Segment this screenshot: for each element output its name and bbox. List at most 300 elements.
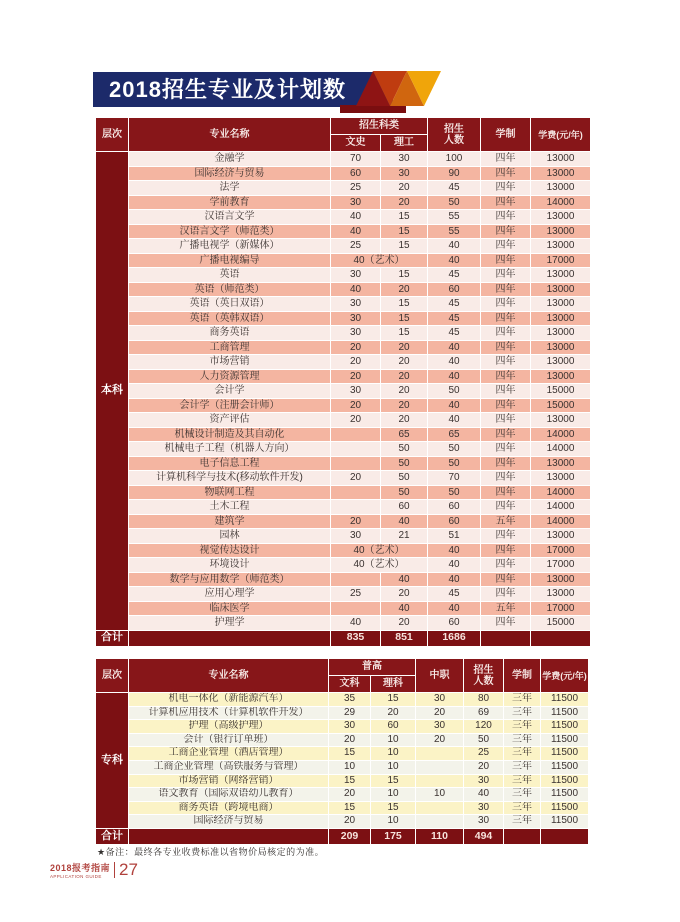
cell-major: 资产评估: [129, 413, 331, 428]
cell-total: 51: [428, 529, 481, 544]
header-level: 层次: [96, 118, 129, 152]
cell-years: 四年: [481, 369, 531, 384]
cell-years: 四年: [481, 616, 531, 631]
total-enroll: 1686: [428, 630, 481, 646]
table-row: [96, 733, 589, 747]
cell-fee: 11500: [541, 693, 589, 707]
cell-wenshi: 25: [331, 587, 381, 602]
table-row: [96, 456, 591, 471]
cell-fee: 11500: [541, 733, 589, 747]
cell-years: 四年: [481, 442, 531, 457]
cell-fee: 13000: [531, 456, 591, 471]
cell-total: 45: [428, 311, 481, 326]
cell-fee: 13000: [531, 572, 591, 587]
cell-years: 三年: [504, 720, 541, 734]
cell-wenshi: 20: [331, 514, 381, 529]
college-table-header: [96, 659, 589, 693]
header-duration: 学制: [481, 118, 531, 152]
cell-like: 10: [371, 788, 416, 802]
table-row: [96, 706, 589, 720]
banner-shadow: [340, 105, 406, 113]
cell-major: 计算机科学与技术(移动软件开发): [129, 471, 331, 486]
table-row: [96, 529, 591, 544]
title-banner: [93, 72, 393, 107]
college-table: [95, 658, 589, 845]
cell-fee: 13000: [531, 297, 591, 312]
cell-total: 50: [464, 733, 504, 747]
cell-total: 120: [464, 720, 504, 734]
cell-major: 英语（师范类）: [129, 282, 331, 297]
cell-major: 园林: [129, 529, 331, 544]
cell-fee: 13000: [531, 268, 591, 283]
header-category-group: 招生科类: [331, 118, 428, 135]
cell-total: 40: [428, 355, 481, 370]
cell-years: 三年: [504, 747, 541, 761]
cell-major: 英语（英日双语）: [129, 297, 331, 312]
footer-divider: [114, 862, 115, 878]
undergraduate-table-body: [96, 152, 591, 631]
cell-zhongzhi: 30: [416, 693, 464, 707]
cell-years: 四年: [481, 543, 531, 558]
cell-major: 机电一体化（新能源汽车）: [129, 693, 329, 707]
cell-total: 40: [428, 558, 481, 573]
cell-zhongzhi: 20: [416, 733, 464, 747]
cell-wenshi: 30: [331, 297, 381, 312]
cell-years: 三年: [504, 774, 541, 788]
guide-title-en: APPLICATION GUIDE: [50, 874, 102, 879]
cell-total: 50: [428, 195, 481, 210]
cell-wenke: 10: [329, 760, 371, 774]
cell-total: 60: [428, 616, 481, 631]
cell-major: 应用心理学: [129, 587, 331, 602]
cell-major: 视觉传达设计: [129, 543, 331, 558]
cell-total: 40: [464, 788, 504, 802]
cell-total: 40: [428, 369, 481, 384]
header-major: 专业名称: [129, 118, 331, 152]
cell-fee: 13000: [531, 369, 591, 384]
cell-major: 法学: [129, 181, 331, 196]
cell-fee: 13000: [531, 181, 591, 196]
cell-ligong: 20: [381, 413, 428, 428]
cell-major: 数学与应用数学（师范类）: [129, 572, 331, 587]
cell-wenshi: 30: [331, 326, 381, 341]
undergraduate-total-row: [96, 630, 591, 646]
cell-zhongzhi: [416, 815, 464, 829]
cell-years: 四年: [481, 587, 531, 602]
cell-total: 25: [464, 747, 504, 761]
table-row: [96, 514, 591, 529]
header-arts-track: 文科: [329, 676, 371, 693]
cell-wenshi: 40: [331, 210, 381, 225]
cell-wenshi: [331, 485, 381, 500]
cell-total: 45: [428, 268, 481, 283]
cell-years: 五年: [481, 514, 531, 529]
cell-total: 69: [464, 706, 504, 720]
cell-total: 30: [464, 801, 504, 815]
cell-total: 40: [428, 253, 481, 268]
cell-ligong: 20: [381, 282, 428, 297]
cell-major: 临床医学: [129, 601, 331, 616]
header-enroll-count: 招生人数: [428, 118, 481, 152]
cell-major: 护理学: [129, 616, 331, 631]
table-row: [96, 413, 591, 428]
header-enroll-count: 招生人数: [464, 659, 504, 693]
total-science: 851: [381, 630, 428, 646]
cell-ligong: 20: [381, 195, 428, 210]
cell-like: 10: [371, 760, 416, 774]
cell-fee: 13000: [531, 166, 591, 181]
cell-fee: 11500: [541, 720, 589, 734]
guide-title-cn: 2018报考指南: [50, 863, 111, 873]
cell-zhongzhi: [416, 760, 464, 774]
cell-zhongzhi: [416, 747, 464, 761]
cell-total: 60: [428, 514, 481, 529]
table-row: [96, 601, 591, 616]
cell-major: 机械电子工程（机器人方向）: [129, 442, 331, 457]
cell-wenshi: 30: [331, 195, 381, 210]
college-table-body: [96, 693, 589, 829]
cell-like: 15: [371, 801, 416, 815]
cell-years: 四年: [481, 253, 531, 268]
cell-wenshi: 30: [331, 529, 381, 544]
cell-years: 三年: [504, 706, 541, 720]
cell-major: 会计学: [129, 384, 331, 399]
cell-total: 50: [428, 442, 481, 457]
cell-years: 三年: [504, 815, 541, 829]
table-row: [96, 253, 591, 268]
cell-fee: 17000: [531, 253, 591, 268]
cell-wenshi: [331, 601, 381, 616]
cell-years: 四年: [481, 326, 531, 341]
cell-fee: 13000: [531, 471, 591, 486]
cell-ligong: 20: [381, 616, 428, 631]
cell-years: 四年: [481, 282, 531, 297]
cell-wenke: 35: [329, 693, 371, 707]
cell-ligong: 15: [381, 297, 428, 312]
cell-years: 四年: [481, 398, 531, 413]
cell-fee: 13000: [531, 282, 591, 297]
cell-fee: 13000: [531, 355, 591, 370]
table-row: [96, 543, 591, 558]
header-level: 层次: [96, 659, 129, 693]
cell-major: 英语: [129, 268, 331, 283]
cell-ligong: 20: [381, 181, 428, 196]
table-row: [96, 239, 591, 254]
cell-years: 四年: [481, 355, 531, 370]
cell-years: 三年: [504, 733, 541, 747]
triangle-decoration-gold: [407, 71, 441, 106]
cell-years: 四年: [481, 384, 531, 399]
table-row: [96, 268, 591, 283]
cell-ligong: 15: [381, 311, 428, 326]
cell-years: 四年: [481, 166, 531, 181]
cell-wenke: 29: [329, 706, 371, 720]
cell-years: 三年: [504, 760, 541, 774]
cell-fee: 13000: [531, 239, 591, 254]
cell-major: 学前教育: [129, 195, 331, 210]
cell-wenke: 15: [329, 774, 371, 788]
cell-fee: 17000: [531, 558, 591, 573]
cell-total: 30: [464, 774, 504, 788]
total-liberal-arts: 835: [331, 630, 381, 646]
cell-ligong: 40: [381, 601, 428, 616]
table-row: [96, 485, 591, 500]
cell-fee: 15000: [531, 616, 591, 631]
cell-zhongzhi: 20: [416, 706, 464, 720]
level-cell: 专科: [96, 693, 129, 829]
cell-fee: 11500: [541, 706, 589, 720]
cell-zhongzhi: [416, 774, 464, 788]
cell-years: 四年: [481, 500, 531, 515]
cell-major: 环境设计: [129, 558, 331, 573]
table-row: [96, 801, 589, 815]
cell-fee: 17000: [531, 601, 591, 616]
cell-ligong: 50: [381, 471, 428, 486]
cell-fee: 11500: [541, 788, 589, 802]
cell-ligong: 20: [381, 369, 428, 384]
total-science-track: 175: [371, 828, 416, 844]
cell-like: 10: [371, 815, 416, 829]
cell-like: 60: [371, 720, 416, 734]
cell-wenshi: 25: [331, 239, 381, 254]
cell-years: 四年: [481, 456, 531, 471]
cell-ligong: 65: [381, 427, 428, 442]
table-row: [96, 760, 589, 774]
cell-years: 四年: [481, 152, 531, 167]
cell-years: 四年: [481, 224, 531, 239]
cell-years: 四年: [481, 268, 531, 283]
cell-ligong: 15: [381, 224, 428, 239]
cell-total: 80: [464, 693, 504, 707]
cell-wenshi: 40: [331, 616, 381, 631]
cell-years: 四年: [481, 427, 531, 442]
cell-wenshi: 20: [331, 413, 381, 428]
header-duration: 学制: [504, 659, 541, 693]
cell-ligong: 60: [381, 500, 428, 515]
cell-major: 土木工程: [129, 500, 331, 515]
cell-ligong: 20: [381, 340, 428, 355]
cell-wenshi: [331, 500, 381, 515]
table-row: [96, 210, 591, 225]
cell-fee: 14000: [531, 442, 591, 457]
cell-years: 四年: [481, 239, 531, 254]
cell-years: 四年: [481, 485, 531, 500]
cell-total: 55: [428, 224, 481, 239]
cell-years: 四年: [481, 471, 531, 486]
cell-wenshi: 20: [331, 398, 381, 413]
cell-years: 三年: [504, 788, 541, 802]
cell-fee: 11500: [541, 774, 589, 788]
cell-total: 50: [428, 384, 481, 399]
cell-wenshi: [331, 427, 381, 442]
cell-wenshi: 30: [331, 311, 381, 326]
cell-total: 40: [428, 239, 481, 254]
table-row: [96, 774, 589, 788]
cell-fee: 14000: [531, 195, 591, 210]
cell-major: 市场营销（网络营销）: [129, 774, 329, 788]
cell-total: 40: [428, 413, 481, 428]
cell-fee: 14000: [531, 427, 591, 442]
cell-ligong: 15: [381, 268, 428, 283]
total-enroll: 494: [464, 828, 504, 844]
cell-ligong: 20: [381, 587, 428, 602]
table-row: [96, 152, 591, 167]
cell-fee: 13000: [531, 224, 591, 239]
cell-total: 40: [428, 398, 481, 413]
cell-years: 四年: [481, 210, 531, 225]
cell-total: 55: [428, 210, 481, 225]
cell-wenshi: 40: [331, 282, 381, 297]
cell-major: 会计（银行订单班）: [129, 733, 329, 747]
cell-years: 四年: [481, 181, 531, 196]
total-duration-blank: [481, 630, 531, 646]
cell-total: 40: [428, 340, 481, 355]
table-row: [96, 369, 591, 384]
cell-major: 广播电视学（新媒体）: [129, 239, 331, 254]
cell-wenke: 20: [329, 788, 371, 802]
cell-years: 四年: [481, 572, 531, 587]
cell-like: 15: [371, 774, 416, 788]
page-title: 2018招生专业及计划数: [109, 77, 346, 102]
cell-major: 市场营销: [129, 355, 331, 370]
footnote: ★备注：最终各专业收费标准以省物价局核定的为准。: [97, 847, 325, 857]
cell-ligong: 30: [381, 152, 428, 167]
cell-major: 工商管理: [129, 340, 331, 355]
page-number: 27: [119, 860, 138, 879]
cell-total: 100: [428, 152, 481, 167]
cell-major: 计算机应用技术（计算机软件开发）: [129, 706, 329, 720]
table-row: [96, 224, 591, 239]
header-regular-hs-group: 普高: [329, 659, 416, 676]
level-cell: 本科: [96, 152, 129, 631]
table-row: [96, 720, 589, 734]
cell-major: 会计学（注册会计师）: [129, 398, 331, 413]
total-arts-track: 209: [329, 828, 371, 844]
cell-wenke: 20: [329, 733, 371, 747]
cell-major: 机械设计制造及其自动化: [129, 427, 331, 442]
cell-years: 四年: [481, 529, 531, 544]
cell-wenshi: 60: [331, 166, 381, 181]
header-science-track: 理科: [371, 676, 416, 693]
cell-wenshi: 20: [331, 471, 381, 486]
cell-major: 汉语言文学（师范类）: [129, 224, 331, 239]
total-duration-blank: [504, 828, 541, 844]
cell-fee: 13000: [531, 326, 591, 341]
cell-ligong: 21: [381, 529, 428, 544]
cell-major: 国际经济与贸易: [129, 815, 329, 829]
cell-wenshi: 30: [331, 268, 381, 283]
cell-fee: 15000: [531, 398, 591, 413]
cell-fee: 13000: [531, 152, 591, 167]
cell-ligong: 15: [381, 210, 428, 225]
table-row: [96, 558, 591, 573]
total-major-blank: [129, 630, 331, 646]
cell-fee: 14000: [531, 514, 591, 529]
cell-like: 15: [371, 693, 416, 707]
table-row: [96, 398, 591, 413]
cell-wenshi: [331, 442, 381, 457]
table-row: [96, 282, 591, 297]
table-row: [96, 355, 591, 370]
cell-years: 四年: [481, 311, 531, 326]
table-row: [96, 384, 591, 399]
cell-years: 五年: [481, 601, 531, 616]
cell-wenke: 30: [329, 720, 371, 734]
cell-major: 商务英语（跨境电商）: [129, 801, 329, 815]
cell-total: 45: [428, 297, 481, 312]
table-row: [96, 616, 591, 631]
table-row: [96, 297, 591, 312]
cell-years: 三年: [504, 693, 541, 707]
table-row: [96, 500, 591, 515]
guide-brand: [50, 861, 110, 879]
cell-ligong: 20: [381, 384, 428, 399]
cell-years: 四年: [481, 195, 531, 210]
cell-wenshi: 20: [331, 369, 381, 384]
cell-total: 65: [428, 427, 481, 442]
cell-fee: 11500: [541, 760, 589, 774]
table-row: [96, 587, 591, 602]
cell-ligong: 40: [381, 572, 428, 587]
table-row: [96, 166, 591, 181]
cell-total: 40: [428, 601, 481, 616]
total-tuition-blank: [541, 828, 589, 844]
cell-major: 电子信息工程: [129, 456, 331, 471]
cell-zhongzhi: [416, 801, 464, 815]
header-tuition: 学费(元/年): [531, 118, 591, 152]
cell-fee: 17000: [531, 543, 591, 558]
table-row: [96, 311, 591, 326]
cell-major: 国际经济与贸易: [129, 166, 331, 181]
cell-total: 20: [464, 760, 504, 774]
table-row: [96, 788, 589, 802]
cell-total: 45: [428, 587, 481, 602]
table-row: [96, 427, 591, 442]
college-total-row: [96, 828, 589, 844]
total-tuition-blank: [531, 630, 591, 646]
total-label: 合计: [96, 828, 129, 844]
cell-ligong: 50: [381, 442, 428, 457]
cell-major: 建筑学: [129, 514, 331, 529]
cell-fee: 13000: [531, 529, 591, 544]
cell-total: 50: [428, 485, 481, 500]
cell-wenshi: 40: [331, 224, 381, 239]
cell-fee: 14000: [531, 500, 591, 515]
cell-years: 三年: [504, 801, 541, 815]
cell-total: 40: [428, 543, 481, 558]
cell-like: 10: [371, 747, 416, 761]
table-row: [96, 326, 591, 341]
cell-major: 物联网工程: [129, 485, 331, 500]
undergraduate-table: [95, 117, 591, 647]
cell-total: 50: [428, 456, 481, 471]
table-row: [96, 572, 591, 587]
header-tuition: 学费(元/年): [541, 659, 589, 693]
cell-zhongzhi: 30: [416, 720, 464, 734]
table-row: [96, 442, 591, 457]
cell-wenshi: 25: [331, 181, 381, 196]
cell-fee: 11500: [541, 747, 589, 761]
header-major: 专业名称: [129, 659, 329, 693]
cell-total: 60: [428, 500, 481, 515]
cell-category-span: 40（艺术）: [331, 253, 428, 268]
cell-wenke: 20: [329, 815, 371, 829]
cell-major: 英语（英韩双语）: [129, 311, 331, 326]
cell-major: 护理（高级护理）: [129, 720, 329, 734]
header-science: 理工: [381, 135, 428, 152]
cell-ligong: 15: [381, 239, 428, 254]
cell-wenshi: 20: [331, 340, 381, 355]
